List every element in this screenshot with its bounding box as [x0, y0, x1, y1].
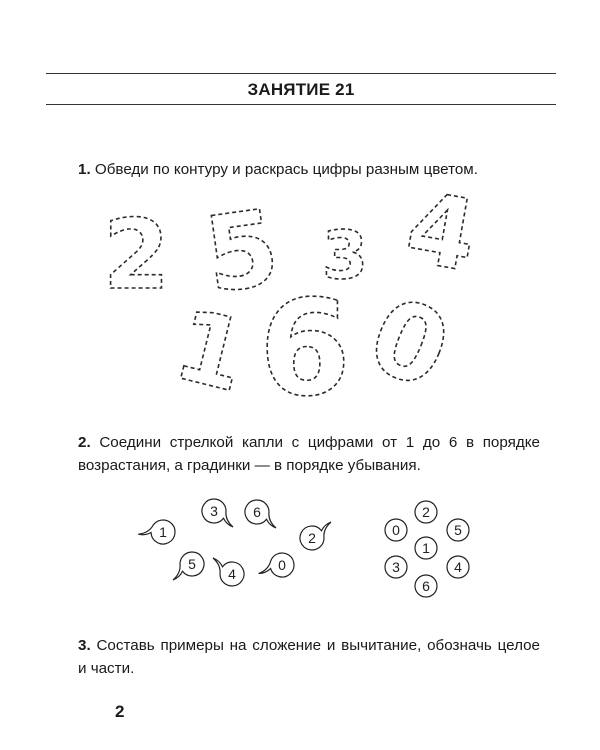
drop-3-label: 3 — [210, 503, 218, 519]
hailstone-4-label: 4 — [454, 559, 462, 575]
drop-2-label: 2 — [308, 530, 316, 546]
digit-outline-5[interactable]: 5 — [197, 185, 287, 317]
hailstone-2-label: 2 — [422, 504, 430, 520]
digit-outline-0[interactable]: 0 — [353, 272, 466, 414]
task-2-text: Соедини стрелкой капли с цифрами от 1 до 6 в порядке возрастания, а градинки — в порядке убывания. — [78, 434, 540, 474]
task-1-number: 1. — [78, 161, 91, 178]
digit-outline-6[interactable]: 6 — [259, 272, 351, 426]
drop-6-label: 6 — [253, 504, 261, 520]
digit-outline-2[interactable]: 2 — [103, 199, 170, 311]
drop-1-label: 1 — [159, 524, 167, 540]
page-title: ЗАНЯТИЕ 21 — [247, 80, 355, 99]
task-2-number: 2. — [78, 434, 91, 451]
hailstone-6-label: 6 — [422, 578, 430, 594]
drop-0-label: 0 — [278, 557, 286, 573]
page-number: 2 — [115, 702, 125, 721]
digit-outline-1[interactable]: 1 — [163, 288, 258, 416]
hailstone-1-label: 1 — [422, 540, 430, 556]
digit-outline-4[interactable]: 4 — [397, 170, 485, 295]
task-3 — [78, 634, 540, 680]
drop-4-label: 4 — [228, 566, 236, 582]
digit-outline-3[interactable]: 3 — [322, 217, 368, 294]
task-1-text: Обведи по контуру и раскрась цифры разным цветом. — [94, 161, 478, 178]
task-3-number: 3. — [78, 637, 91, 654]
hailstone-5-label: 5 — [454, 522, 462, 538]
task-3-text: Составь примеры на сложение и вычитание, обозначь целое и части. — [78, 637, 540, 677]
hailstone-0-label: 0 — [392, 522, 400, 538]
hailstone-3-label: 3 — [392, 559, 400, 575]
drop-5-label: 5 — [188, 556, 196, 572]
